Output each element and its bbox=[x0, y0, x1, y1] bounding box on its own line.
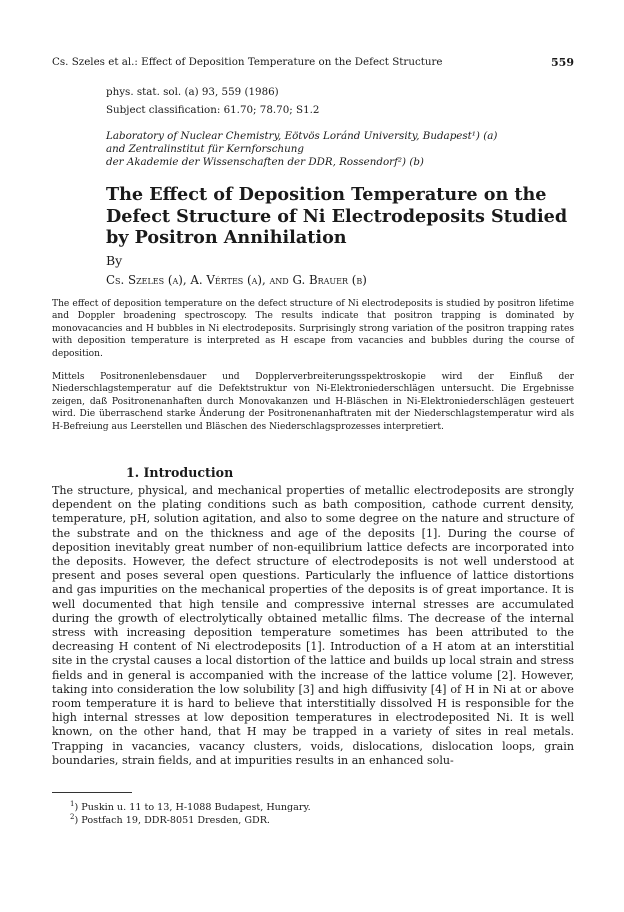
abstract-english: The effect of deposition temperature on the defect structure of Ni electrodeposits is studied by positron lifetime and Doppler broadening spectroscopy. The results indicate that positron trapping is dominated by monovacancies and H bubbles in Ni electrodeposits. Surprisingly strong variation of the positron trapping rates with deposition temperature is interpreted as H escape from vacancies and bubbles during the course of deposition. bbox=[52, 299, 574, 359]
abstract-german: Mittels Positronenlebensdauer und Dopplerverbreiterungsspektroskopie wird der Einfluß der Niederschlagstemperatur auf die Defektstruktur von Ni-Elektroniederschlägen untersucht. Die Ergebnisse zeigen, daß Positronenanhaften durch Monovakanzen und H-Bläschen in Ni-Elektroniederschlägen gesteuert wird. Die überraschend starke Änderung der Positronenanhaftraten mit der Niederschlagstemperatur wird als H-Befreiung aus Leerstellen und Bläschen des Niederschlagsprozesses interpretiert. bbox=[52, 372, 574, 432]
footnote-text: Postfach 19, DDR-8051 Dresden, GDR. bbox=[81, 815, 270, 827]
page-number: 559 bbox=[551, 56, 574, 69]
footnote-marker: 2 bbox=[70, 813, 75, 821]
introduction-paragraph: The structure, physical, and mechanical properties of metallic electrodeposits are strongly dependent on the plating conditions such as bath composition, cathode current density, temperature, pH, solution agitation, and also to some degree on the nature and structure of the substrate and on the thickness and age of the deposits [1]. During the course of deposition inevitably great number of non-equilibrium lattice defects are incorporated into the deposits. However, the defect structure of electrodeposits is not well understood at present and poses several open questions. Particularly the influence of lattice distortions and gas impurities on the mechanical properties of the deposits is of great importance. It is well documented that high tensile and compressive internal stresses are accumulated during the growth of electrolytically obtained metallic films. The decrease of the internal stress with increasing deposition temperature sometimes has been attributed to the decreasing H content of Ni electrodeposits [1]. Introduction of a H atom at an interstitial site in the crystal causes a local distortion of the lattice and builds up local strain and stress fields and in general is accompanied with the increase of the lattice volume [2]. However, taking into consideration the low solubility [3] and high diffusivity [4] of H in Ni at or above room temperature it is hard to believe that interstitially dissolved H is responsible for the high internal stresses at low deposition temperatures in electrodeposited Ni. It is well known, on the other hand, that H may be trapped in a variety of sites in real metals. Trapping in vacancies, vacancy clusters, voids, dislocations, dislocation loops, grain boundaries, strain fields, and at impurities results in an enhanced solu- bbox=[52, 484, 574, 767]
paper-title: The Effect of Deposition Temperature on the Defect Structure of Ni Electrodeposits Studied by Positron Annihilation bbox=[106, 184, 568, 248]
running-head bbox=[52, 56, 574, 69]
affiliation-line: der Akademie der Wissenschaften der DDR, Rossendorf²) (b) bbox=[106, 156, 424, 168]
footnote: $^2$) Postfach 19, DDR-8051 Dresden, GDR. bbox=[70, 813, 270, 827]
running-head-text: Cs. Szeles et al.: Effect of Deposition Temperature on the Defect Structure bbox=[52, 56, 443, 68]
subject-classification: Subject classification: 61.70; 78.70; S1.2 bbox=[106, 104, 320, 116]
author-list: Cs. Szeles (a), A. Vértes (a), and G. Brauer (b) bbox=[106, 273, 367, 287]
footnote-marker: 1 bbox=[70, 800, 75, 808]
affiliation-line: Laboratory of Nuclear Chemistry, Eötvös Loránd University, Budapest¹) (a) bbox=[106, 130, 498, 142]
footnote: $^1$) Puskin u. 11 to 13, H-1088 Budapest, Hungary. bbox=[70, 800, 311, 814]
by-label: By bbox=[106, 253, 123, 268]
footnote-text: Puskin u. 11 to 13, H-1088 Budapest, Hungary. bbox=[81, 802, 311, 814]
journal-reference: phys. stat. sol. (a) 93, 559 (1986) bbox=[106, 86, 279, 98]
footnote-divider bbox=[52, 792, 132, 793]
affiliation-line: and Zentralinstitut für Kernforschung bbox=[106, 143, 304, 155]
section-heading: 1. Introduction bbox=[126, 465, 234, 480]
affiliations bbox=[106, 130, 576, 169]
